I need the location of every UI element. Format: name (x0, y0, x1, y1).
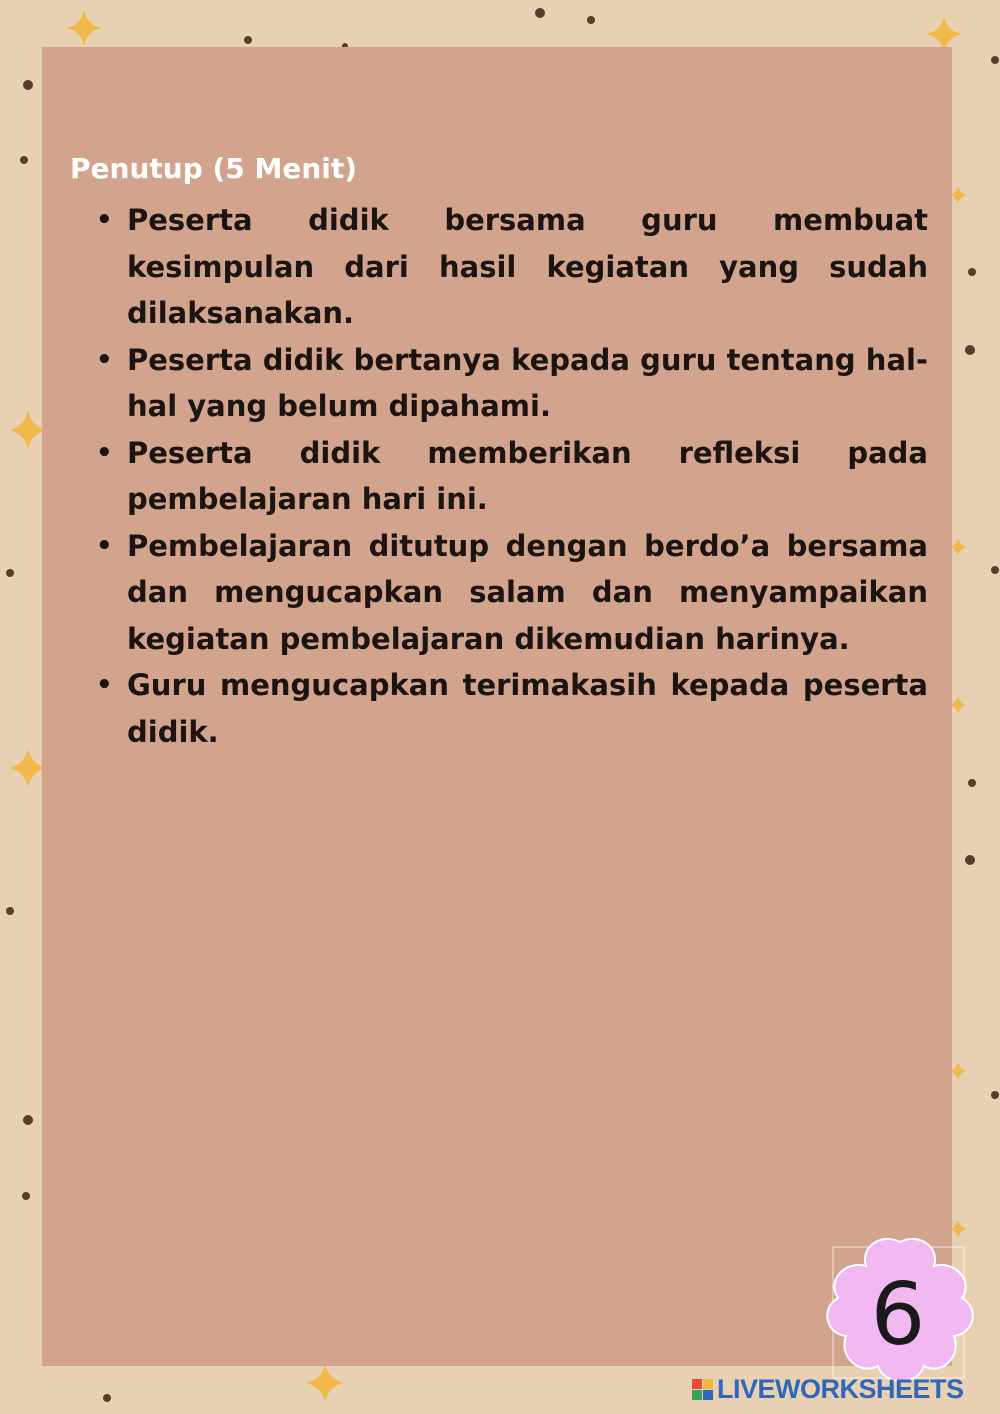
list-item (42, 523, 928, 663)
bullet-icon: • (96, 344, 113, 375)
list-item (42, 662, 928, 755)
closing-activities-list (42, 197, 928, 755)
sparkle-icon (950, 696, 966, 714)
list-item (42, 430, 928, 523)
sparkle-icon (306, 1364, 344, 1402)
sparkle-icon (950, 538, 966, 556)
list-item-text: Guru mengucapkan terimakasih kepada peserta didik. (127, 668, 928, 749)
page-number: 6 (870, 1265, 926, 1365)
sparkle-icon (950, 1062, 966, 1080)
sparkle-icon (950, 186, 966, 204)
page-number-badge (822, 1236, 978, 1386)
bullet-icon: • (96, 530, 113, 561)
logo-mark-icon (692, 1379, 713, 1400)
list-item (42, 197, 928, 337)
content-card (42, 47, 952, 1366)
sparkle-icon (67, 10, 101, 46)
watermark-text: LIVEWORKSHEETS (717, 1373, 964, 1404)
list-item-text: Peserta didik bertanya kepada guru tentang hal-hal yang belum dipahami. (127, 342, 928, 423)
bullet-icon: • (96, 205, 113, 235)
list-item (42, 337, 928, 430)
section-title: Penutup (5 Menit) (70, 152, 358, 185)
list-item-text: Peserta didik bersama guru membuat kesimpulan dari hasil kegiatan yang sudah dilaksanakan. (127, 203, 928, 330)
sparkle-icon (10, 410, 46, 450)
sparkle-icon (10, 748, 46, 788)
bullet-icon: • (96, 437, 113, 468)
list-item-text: Pembelajaran ditutup dengan berdo’a bersama dan mengucapkan salam dan menyampaikan kegiatan pembelajaran dikemudian harinya. (127, 528, 928, 656)
bullet-icon: • (96, 670, 113, 700)
liveworksheets-logo (692, 1373, 964, 1405)
list-item-text: Peserta didik memberikan refleksi pada pembelajaran hari ini. (127, 435, 928, 516)
